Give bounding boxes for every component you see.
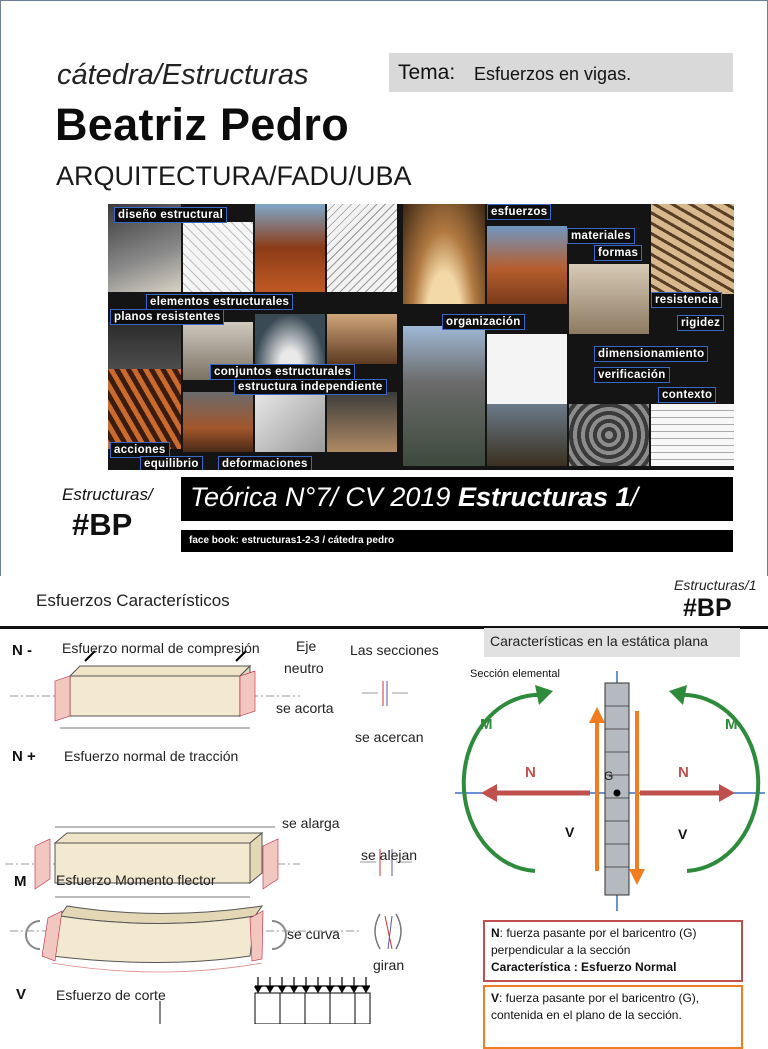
photo-tile — [569, 264, 649, 334]
photo-tile — [487, 334, 567, 404]
shear-label: Esfuerzo de corte — [56, 987, 166, 1003]
load-arrowhead — [279, 987, 285, 992]
normal-label-left: N — [525, 764, 536, 781]
label-deformaciones: deformaciones — [218, 456, 312, 470]
secciones-label: Las secciones — [350, 642, 439, 658]
content-slide — [0, 576, 768, 1024]
label-dimensionamiento: dimensionamiento — [594, 346, 708, 362]
normal-label-right: N — [678, 764, 689, 781]
course-name: Estructuras 1 — [457, 482, 631, 512]
label-acciones: acciones — [110, 442, 170, 458]
label-contexto: contexto — [658, 387, 716, 403]
shear-legend — [483, 985, 743, 1049]
shear-beam — [160, 977, 370, 1024]
slide-title: Esfuerzos Característicos — [36, 591, 230, 610]
compression-label: Esfuerzo normal de compresión — [62, 640, 260, 656]
shear-legend-key: V — [491, 991, 500, 1005]
load-arrowhead — [267, 987, 273, 992]
acercan-label: se acercan — [355, 729, 424, 745]
giran-label: giran — [373, 957, 405, 973]
photo-tile — [255, 314, 325, 364]
photo-tile — [487, 404, 567, 466]
topic-box — [389, 53, 733, 92]
photo-tile — [108, 369, 181, 449]
label-diseno: diseño estructural — [114, 207, 227, 223]
photo-tile — [651, 204, 734, 294]
alejan-label: se alejan — [361, 847, 418, 863]
shear-legend-text: : fuerza pasante por el baricentro (G), contenida en el plano de la sección. — [491, 991, 700, 1022]
load-arrowhead — [315, 987, 321, 992]
tension-label: Esfuerzo normal de tracción — [64, 748, 239, 764]
acorta-label: se acorta — [276, 700, 334, 716]
normal-arrowhead-right — [719, 784, 735, 802]
m-letter: M — [14, 873, 27, 890]
load-arrowhead — [351, 987, 357, 992]
professor-name: Beatriz Pedro — [55, 99, 349, 150]
label-elementos: elementos estructurales — [146, 294, 293, 310]
shear-label-right: V — [678, 826, 688, 842]
catedra-heading: cátedra/Estructuras — [57, 59, 309, 91]
photo-tile — [255, 204, 325, 292]
brand-big: #BP — [683, 594, 732, 622]
load-arrowhead — [291, 987, 297, 992]
photo-tile — [487, 226, 567, 304]
moment-label: Esfuerzo Momento flector — [56, 872, 216, 888]
moment-arrowhead-left — [535, 685, 553, 705]
load-arrowhead — [363, 987, 369, 992]
curva-label: se curva — [287, 926, 340, 942]
n-minus-letter: N - — [12, 642, 32, 659]
photo-tile — [403, 204, 485, 304]
photo-tile — [183, 222, 253, 292]
photo-tile — [327, 392, 397, 452]
moment-label-left: M — [480, 716, 493, 733]
label-materiales: materiales — [567, 228, 635, 244]
moment-arrow-left — [464, 695, 543, 871]
statics-title-box — [484, 628, 740, 657]
brand-small: Estructuras/1 — [674, 577, 757, 593]
load-arrowhead — [339, 987, 345, 992]
load-arrowhead — [255, 987, 261, 992]
load-arrowhead — [327, 987, 333, 992]
normal-legend — [483, 920, 743, 982]
photo-tile — [569, 404, 649, 466]
section-diagram — [455, 671, 768, 916]
photo-tile — [255, 392, 325, 452]
brand-small: Estructuras/ — [62, 485, 153, 504]
label-rigidez: rigidez — [677, 315, 724, 331]
statics-title: Características en la estática plana — [490, 633, 708, 649]
topic-value: Esfuerzos en vigas. — [474, 64, 632, 84]
facebook-text: face book: estructuras1-2-3 / cátedra pedro — [189, 535, 395, 546]
alarga-label: se alarga — [282, 815, 340, 831]
lecture-banner — [181, 477, 733, 521]
label-formas: formas — [594, 245, 642, 261]
shear-arrowhead-down — [629, 869, 645, 885]
photo-tile — [403, 326, 485, 466]
shear-arrowhead-up — [589, 707, 605, 723]
photo-tile — [327, 204, 397, 292]
shear-label-left: V — [565, 824, 575, 840]
topic-label: Tema: — [398, 61, 456, 84]
n-plus-letter: N + — [12, 748, 36, 765]
photo-tile — [183, 392, 253, 452]
moment-label-right: M — [725, 716, 738, 733]
centroid-label: G — [604, 769, 614, 783]
school-name: ARQUITECTURA/FADU/UBA — [56, 161, 412, 191]
section-element — [605, 683, 629, 895]
banner-slash: / — [630, 482, 639, 512]
compression-beam — [10, 651, 408, 728]
label-independiente: estructura independiente — [234, 379, 387, 395]
moment-arrow-right — [679, 695, 758, 871]
moment-arrowhead-right — [669, 685, 687, 705]
normal-legend-bold: Característica : Esfuerzo Normal — [491, 960, 677, 974]
facebook-banner — [181, 530, 733, 552]
photo-tile — [327, 314, 397, 364]
eje-label: Eje — [296, 638, 317, 654]
label-verificacion: verificación — [594, 367, 670, 383]
photo-tile — [651, 404, 734, 466]
neutro-label: neutro — [284, 660, 324, 676]
label-organizacion: organización — [442, 314, 525, 330]
bending-beam — [10, 906, 401, 972]
section-label: Sección elemental — [470, 668, 560, 680]
load-arrowhead — [303, 987, 309, 992]
v-letter: V — [16, 986, 27, 1003]
lecture-number: Teórica N°7/ CV 2019 — [190, 482, 451, 512]
normal-arrowhead-left — [481, 784, 497, 802]
centroid-point — [614, 790, 621, 797]
label-esfuerzos: esfuerzos — [487, 204, 551, 220]
photo-mosaic — [108, 204, 734, 470]
normal-legend-key: N — [491, 926, 500, 940]
label-planos: planos resistentes — [110, 309, 224, 325]
label-equilibrio: equilibrio — [140, 456, 203, 470]
brand-big: #BP — [72, 507, 133, 542]
label-resistencia: resistencia — [651, 292, 722, 308]
normal-legend-text: : fuerza pasante por el baricentro (G) perpendicular a la sección — [491, 926, 697, 957]
label-conjuntos: conjuntos estructurales — [210, 364, 355, 380]
